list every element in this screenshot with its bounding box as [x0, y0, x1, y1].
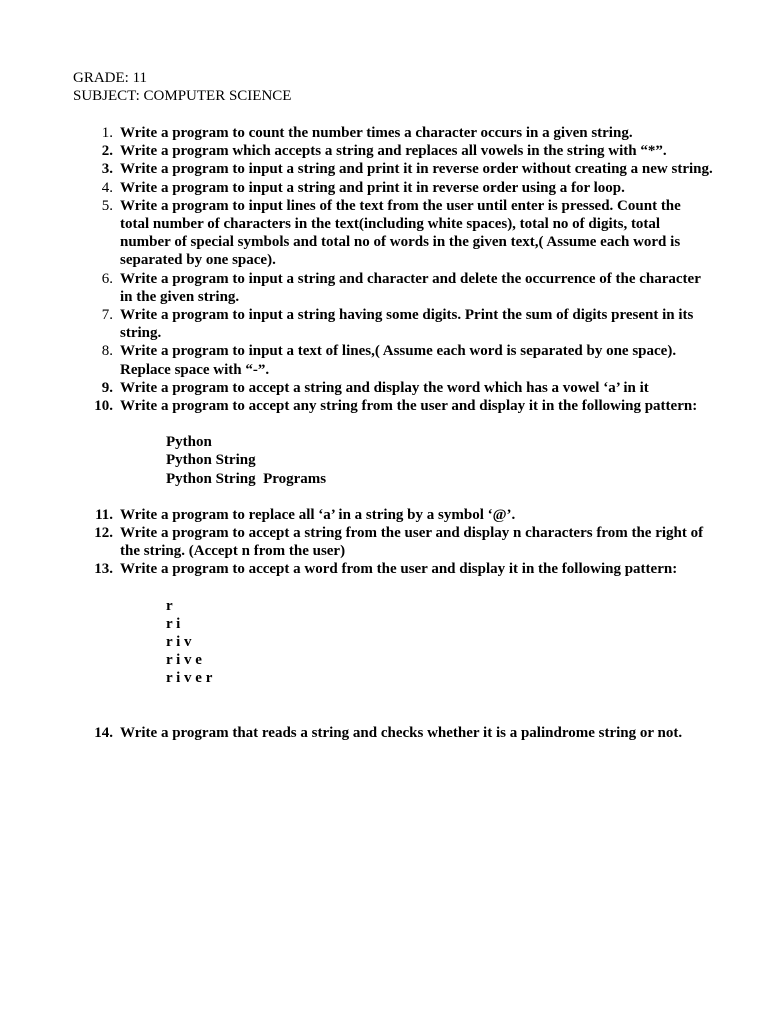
question-number: 8. — [101, 343, 113, 360]
question-text: Write a program to input a string and print it in reverse order using a for loop. — [120, 179, 625, 196]
question-text: Write a program to input lines of the text from the user until enter is pressed. Count the total number of characters in the text(including white spaces), total no of digits, total number of special symbols and total no of words in the given text,( Assume each word is separated by one space). — [120, 197, 681, 269]
pattern-line: r i — [166, 615, 181, 632]
question-item — [73, 506, 713, 524]
question-text: Write a program to accept a word from the user and display it in the following pattern: — [120, 561, 678, 578]
document-header — [73, 69, 291, 105]
question-number: 14. — [94, 724, 113, 741]
question-item — [73, 724, 713, 742]
question-item — [73, 160, 713, 178]
question-number: 11. — [95, 506, 113, 523]
grade-line: GRADE: 11 — [73, 70, 148, 86]
question-item — [73, 142, 713, 160]
question-number: 5. — [101, 197, 113, 214]
spacer — [120, 706, 713, 724]
question-number: 3. — [101, 161, 113, 178]
question-number: 1. — [101, 125, 113, 141]
question-text: Write a program to input a string and character and delete the occurrence of the character in the given string. — [120, 270, 701, 305]
pattern-line: r i v e — [166, 652, 202, 669]
question-number: 12. — [94, 525, 113, 542]
question-item — [73, 342, 713, 378]
question-text: Write a program to replace all ‘a’ in a string by a symbol ‘@’. — [120, 506, 516, 523]
pattern-line: r i v e r — [166, 670, 213, 687]
pattern-line: Python String Programs — [166, 470, 327, 487]
question-item — [73, 197, 713, 270]
pattern-line: Python String — [166, 452, 256, 469]
question-text: Write a program to accept a string and display the word which has a vowel ‘a’ in it — [120, 379, 649, 396]
question-item — [73, 379, 713, 397]
question-number: 4. — [101, 179, 113, 196]
question-text: Write a program to input a string having some digits. Print the sum of digits present in its string. — [120, 307, 694, 342]
question-text: Write a program to input a string and print it in reverse order without creating a new string. — [120, 161, 713, 178]
question-number: 6. — [101, 270, 113, 287]
question-item — [73, 397, 713, 488]
question-text: Write a program to accept a string from the user and display n characters from the right of the string. (Accept n from the user) — [120, 525, 704, 560]
question-item — [73, 560, 713, 723]
question-item — [73, 179, 713, 197]
question-item — [73, 524, 713, 560]
question-number: 10. — [94, 398, 113, 415]
pattern-block-python — [166, 433, 713, 488]
question-text: Write a program to input a text of lines,( Assume each word is separated by one space). Replace space with “-”. — [120, 343, 677, 378]
pattern-line: r i v — [166, 634, 192, 651]
question-text: Write a program to accept any string from the user and display it in the following pattern: — [120, 398, 698, 415]
question-item — [73, 124, 713, 142]
question-number: 9. — [101, 379, 113, 396]
question-item — [73, 270, 713, 306]
question-text: Write a program which accepts a string and replaces all vowels in the string with “*”. — [120, 143, 667, 160]
question-item — [73, 306, 713, 342]
question-text: Write a program that reads a string and checks whether it is a palindrome string or not. — [120, 724, 683, 741]
question-number: 13. — [94, 561, 113, 578]
question-list — [73, 124, 713, 742]
pattern-block-river — [166, 597, 713, 688]
question-text: Write a program to count the number times a character occurs in a given string. — [120, 125, 633, 141]
subject-line: SUBJECT: COMPUTER SCIENCE — [73, 88, 292, 105]
question-number: 7. — [101, 307, 113, 324]
pattern-line: r — [166, 597, 173, 614]
question-number: 2. — [101, 143, 113, 160]
pattern-line: Python — [166, 434, 212, 451]
